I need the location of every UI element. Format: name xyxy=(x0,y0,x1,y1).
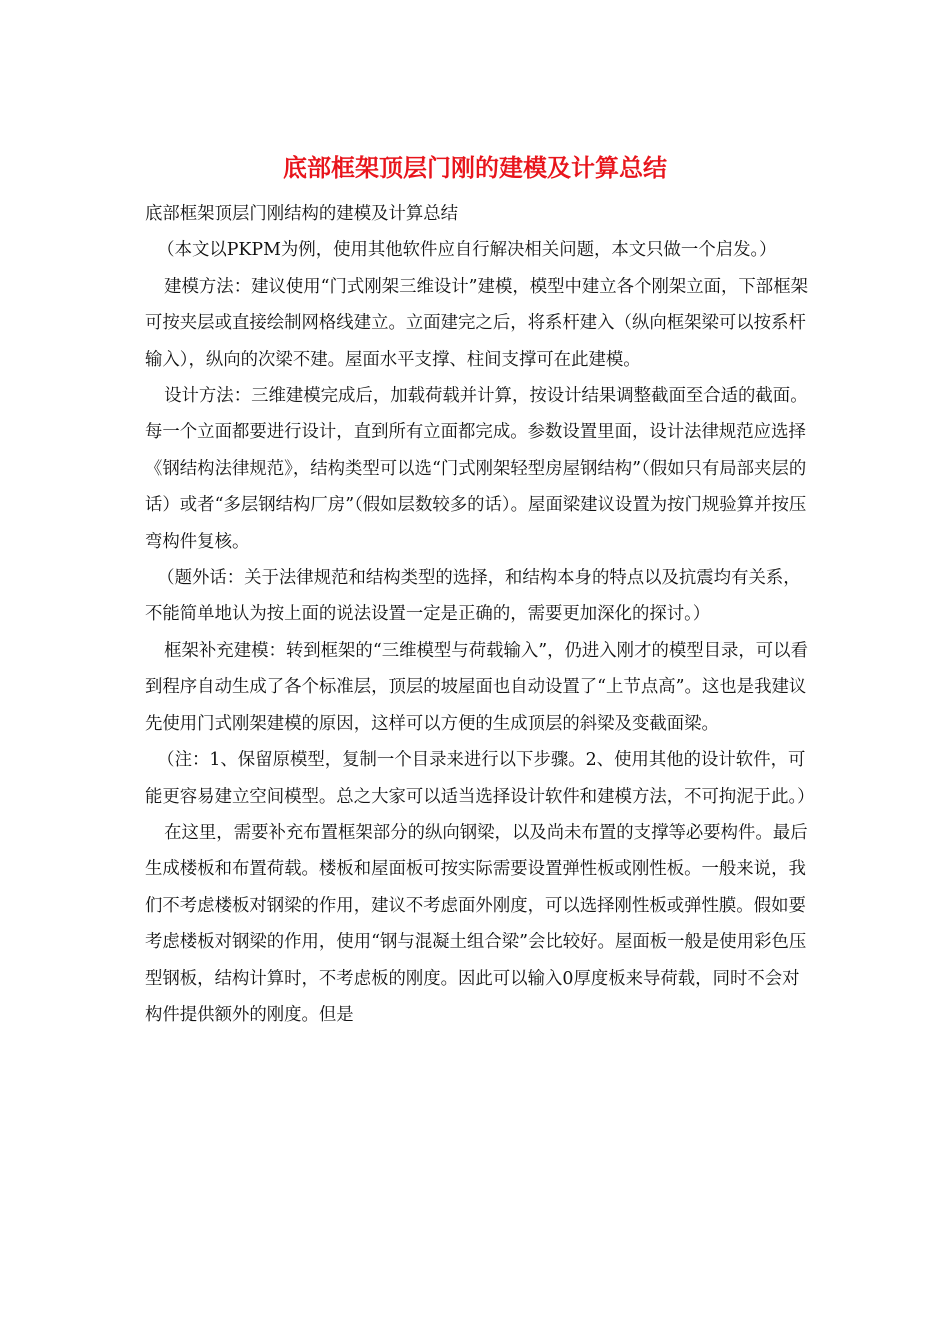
paragraph-intro-note: （本文以PKPM为例，使用其他软件应自行解决相关问题，本文只做一个启发。） xyxy=(157,240,777,261)
paragraph-frame-modeling: 框架补充建模：转到框架的“三维模型与荷载输入”，仍进入刚才的模型目录，可以看到程序自动生成了各个标准层，顶层的坡屋面也自动设置了“上节点高”。这也是我建议先使用门式刚架建模的原因，这样可以方便的生成顶层的斜梁及变截面梁。 xyxy=(145,640,808,734)
paragraph-aside: （题外话：关于法律规范和结构类型的选择，和结构本身的特点以及抗震均有关系，不能简单地认为按上面的说法设置一定是正确的，需要更加深化的探讨。） xyxy=(145,568,801,625)
document-body xyxy=(145,196,815,1033)
document-title: 底部框架顶层门刚的建模及计算总结 xyxy=(283,153,667,182)
paragraph-note: （注：1、保留原模型，复制一个目录来进行以下步骤。2、使用其他的设计软件，可能更容易建立空间模型。总之大家可以适当选择设计软件和建模方法，不可拘泥于此。） xyxy=(145,750,815,807)
paragraph-subtitle: 底部框架顶层门刚结构的建模及计算总结 xyxy=(145,204,459,224)
paragraph-supplement: 在这里，需要补充布置框架部分的纵向钢梁，以及尚未布置的支撑等必要构件。最后生成楼板和布置荷载。楼板和屋面板可按实际需要设置弹性板或刚性板。一般来说，我们不考虑楼板对钢梁的作用，建议不考虑面外刚度，可以选择刚性板或弹性膜。假如要考虑楼板对钢梁的作用，使用“钢与混凝土组合梁”会比较好。屋面板一般是使用彩色压型钢板，结构计算时，不考虑板的刚度。因此可以输入0厚度板来导荷载，同时不会对构件提供额外的刚度。但是 xyxy=(145,822,808,1025)
paragraph-design-method: 设计方法：三维建模完成后，加载荷载并计算，按设计结果调整截面至合适的截面。每一个立面都要进行设计，直到所有立面都完成。参数设置里面，设计法律规范应选择《钢结构法律规范》，结构类型可以选“门式刚架轻型房屋钢结构”（假如只有局部夹层的话）或者“多层钢结构厂房”（假如层数较多的话）。屋面梁建议设置为按门规验算并按压弯构件复核。 xyxy=(145,386,808,552)
paragraph-modeling-method: 建模方法：建议使用“门式刚架三维设计”建模，模型中建立各个刚架立面，下部框架可按夹层或直接绘制网格线建立。立面建完之后，将系杆建入（纵向框架梁可以按系杆输入），纵向的次梁不建。屋面水平支撑、柱间支撑可在此建模。 xyxy=(145,276,808,370)
